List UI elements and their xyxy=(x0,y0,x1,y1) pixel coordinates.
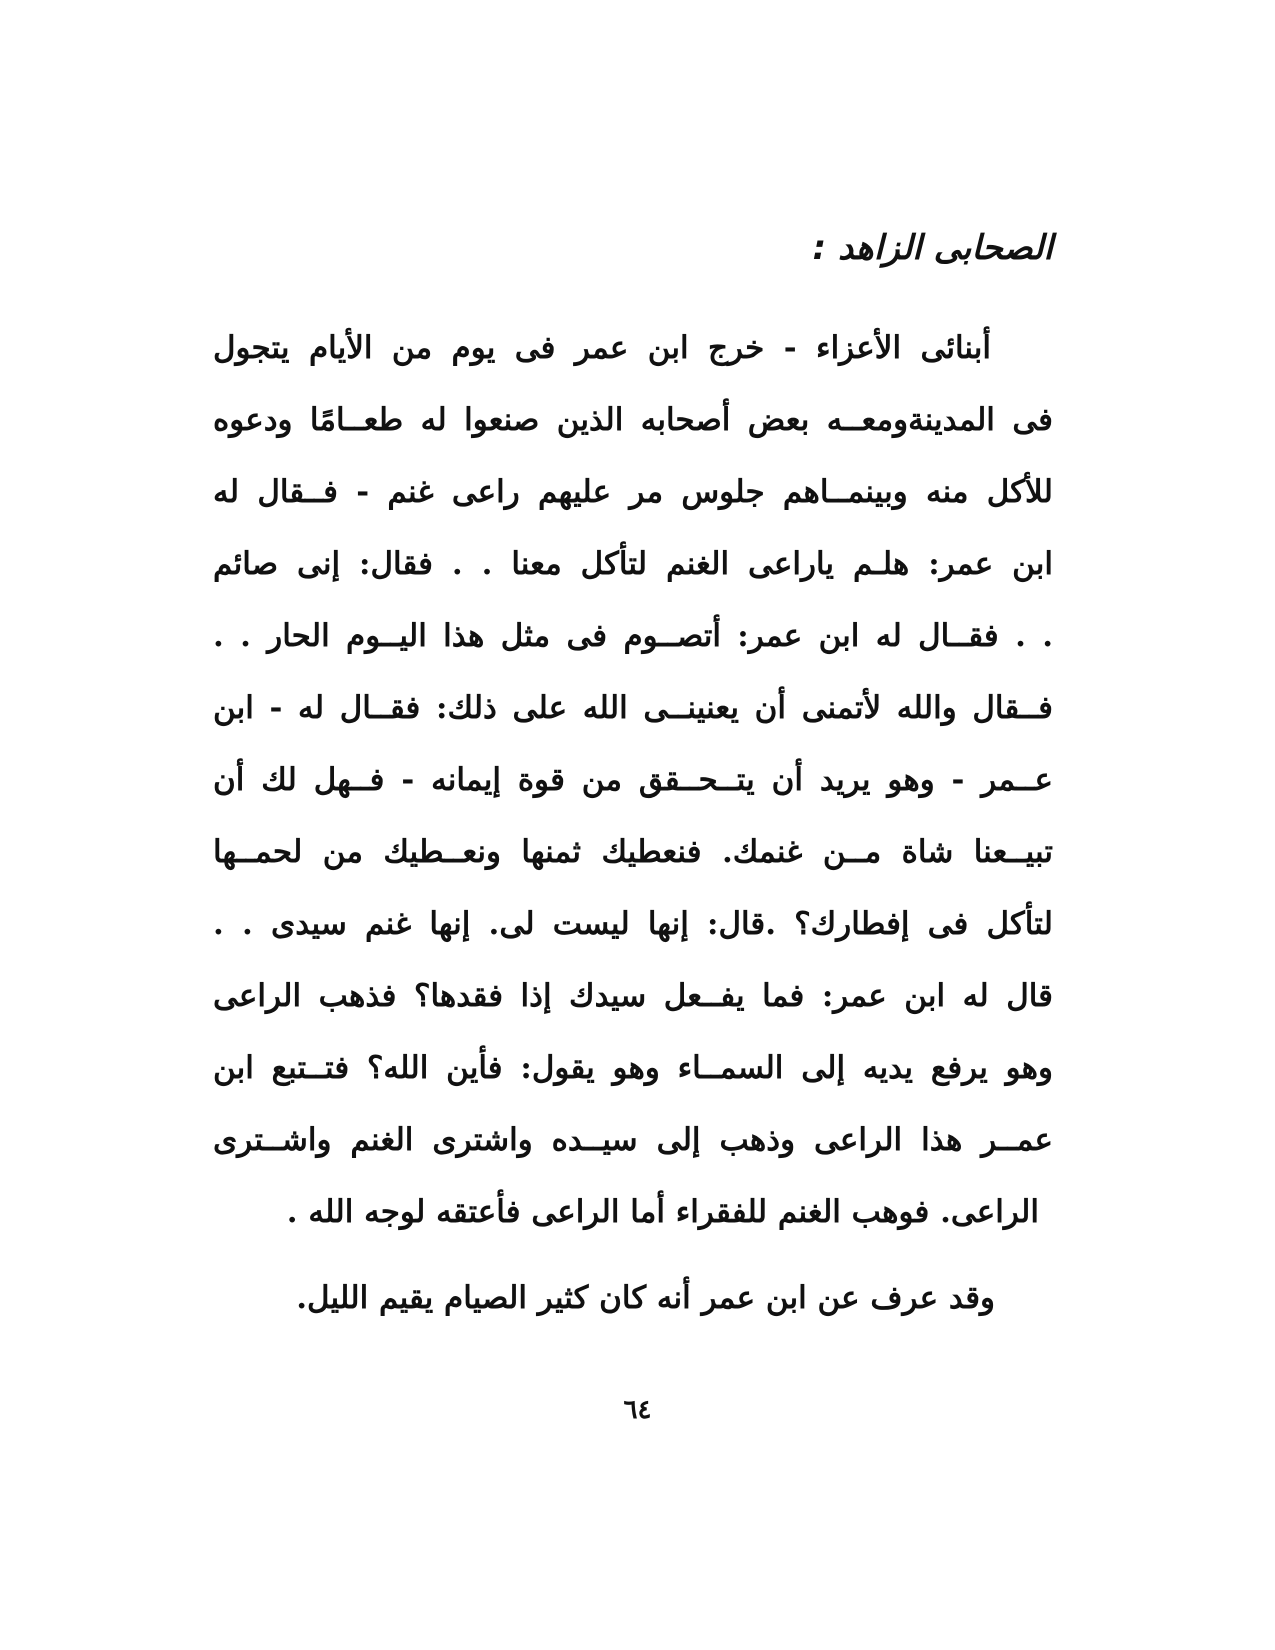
paragraph-line: عــمر - وهو يريد أن يتــحــقق من قوة إيمانه - فــهل لك أن xyxy=(213,762,1053,798)
paragraph-line: قال له ابن عمر: فما يفــعل سيدك إذا فقدها؟ فذهب الراعى xyxy=(213,978,1053,1014)
paragraph-line: الراعى. فوهب الغنم للفقراء أما الراعى فأعتقه لوجه الله . xyxy=(286,1194,1039,1230)
paragraph-line: فى المدينةومعــه بعض أصحابه الذين صنعوا له طعــامًا ودعوه xyxy=(213,402,1053,438)
paragraph-line: . . فقــال له ابن عمر: أتصــوم فى مثل هذا اليــوم الحار . . xyxy=(213,618,1053,654)
paragraph-line: أبنائى الأعزاء - خرج ابن عمر فى يوم من الأيام يتجول xyxy=(213,330,991,366)
paragraph-line: وهو يرفع يديه إلى السمــاء وهو يقول: فأين الله؟ فتــتبع ابن xyxy=(213,1050,1053,1086)
paragraph-line: تبيــعنا شاة مــن غنمك. فنعطيك ثمنها ونعــطيك من لحمــها xyxy=(213,834,1053,870)
story-paragraph xyxy=(213,312,1053,1248)
section-heading: الصحابى الزاهد : xyxy=(812,228,1053,268)
paragraph-line: ابن عمر: هلـم ياراعى الغنم لتأكل معنا . . فقال: إنى صائم xyxy=(213,546,1053,582)
page-number: ٦٤ xyxy=(623,1395,652,1425)
paragraph-line: للأكل منه وبينمــاهم جلوس مر عليهم راعى غنم - فــقال له xyxy=(213,474,1053,510)
paragraph-line: عمــر هذا الراعى وذهب إلى سيــده واشترى الغنم واشــترى xyxy=(213,1122,1053,1158)
paragraph-line: فــقال والله لأتمنى أن يعنينــى الله على ذلك: فقــال له - ابن xyxy=(213,690,1053,726)
paragraph-line: لتأكل فى إفطارك؟ .قال: إنها ليست لى. إنها غنم سيدى . . xyxy=(213,906,1053,942)
closing-sentence: وقد عرف عن ابن عمر أنه كان كثير الصيام يقيم الليل. xyxy=(296,1280,995,1316)
